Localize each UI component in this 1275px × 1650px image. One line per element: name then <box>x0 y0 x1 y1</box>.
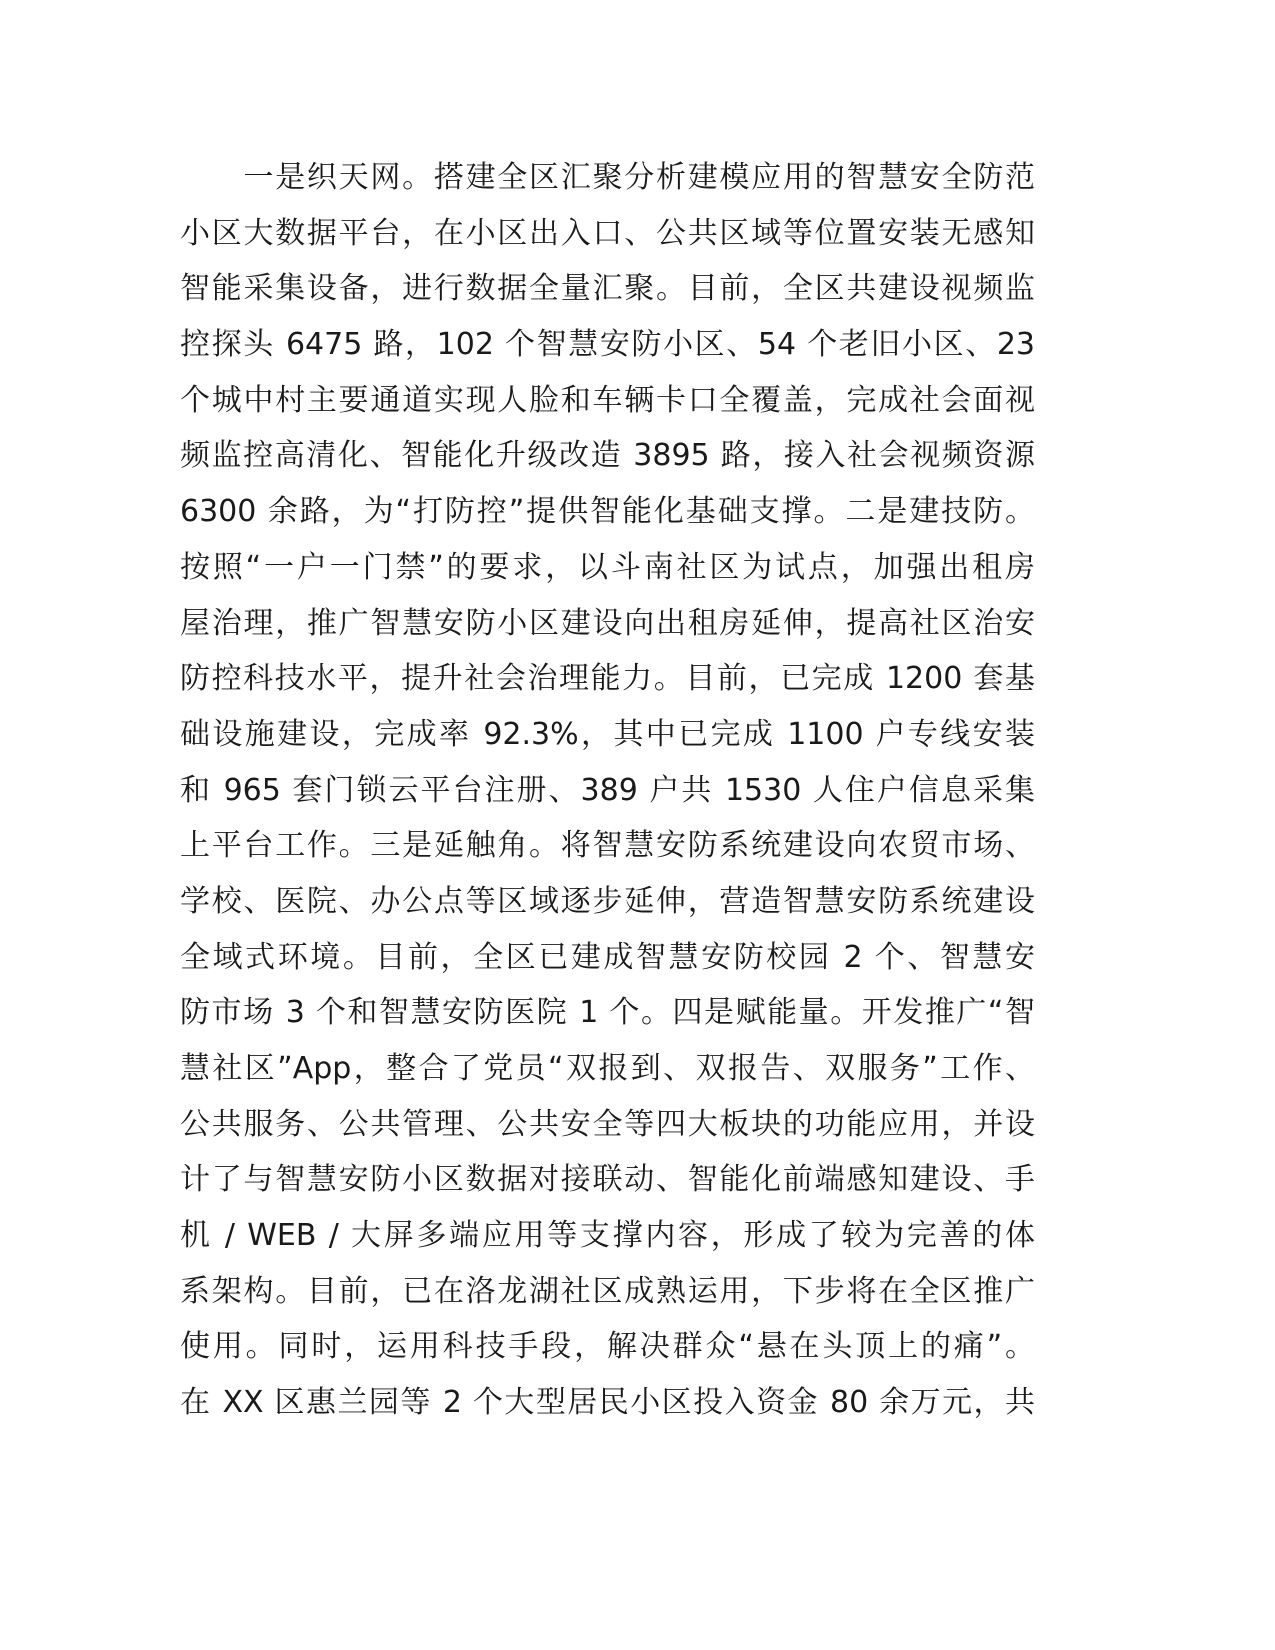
text-line: 和 965 套门锁云平台注册、389 户共 1530 人住户信息采集 <box>180 772 1035 808</box>
text-line: 防控科技水平，提升社会治理能力。目前，已完成 1200 套基 <box>180 661 1035 697</box>
text-line: 控探头 6475 路，102 个智慧安防小区、54 个老旧小区、23 <box>180 327 1035 363</box>
text-line: 全域式环境。目前，全区已建成智慧安防校园 2 个、智慧安 <box>180 939 1035 975</box>
text-line: 屋治理，推广智慧安防小区建设向出租房延伸，提高社区治安 <box>180 605 1035 641</box>
text-line: 公共服务、公共管理、公共安全等四大板块的功能应用，并设 <box>180 1106 1035 1142</box>
text-line: 机 / WEB / 大屏多端应用等支撑内容，形成了较为完善的体 <box>180 1218 1035 1254</box>
text-line: 智能采集设备，进行数据全量汇聚。目前，全区共建设视频监 <box>180 271 1035 307</box>
text-line: 频监控高清化、智能化升级改造 3895 路，接入社会视频资源 <box>180 438 1035 474</box>
text-line: 慧社区”App，整合了党员“双报到、双报告、双服务”工作、 <box>180 1051 1035 1086</box>
text-line: 上平台工作。三是延触角。将智慧安防系统建设向农贸市场、 <box>180 828 1035 864</box>
text-line: 小区大数据平台，在小区出入口、公共区域等位置安装无感知 <box>180 215 1035 251</box>
text-line: 础设施建设，完成率 92.3%，其中已完成 1100 户专线安装 <box>180 716 1035 752</box>
text-line: 学校、医院、办公点等区域逐步延伸，营造智慧安防系统建设 <box>180 883 1035 919</box>
text-line: 使用。同时，运用科技手段，解决群众“悬在头顶上的痛”。 <box>180 1329 1035 1365</box>
text-line: 按照“一户一门禁”的要求，以斗南社区为试点，加强出租房 <box>180 549 1035 585</box>
text-line: 在 XX 区惠兰园等 2 个大型居民小区投入资金 80 余万元，共 <box>180 1385 1035 1421</box>
text-line: 6300 余路，为“打防控”提供智能化基础支撑。二是建技防。 <box>180 494 1035 530</box>
text-line: 一是织天网。搭建全区汇聚分析建模应用的智慧安全防范 <box>180 160 1035 195</box>
body-paragraph <box>180 150 1035 1431</box>
text-line: 系架构。目前，已在洛龙湖社区成熟运用，下步将在全区推广 <box>180 1273 1035 1309</box>
text-line: 个城中村主要通道实现人脸和车辆卡口全覆盖，完成社会面视 <box>180 382 1035 418</box>
text-line: 计了与智慧安防小区数据对接联动、智能化前端感知建设、手 <box>180 1162 1035 1198</box>
text-line: 防市场 3 个和智慧安防医院 1 个。四是赋能量。开发推广“智 <box>180 995 1035 1031</box>
